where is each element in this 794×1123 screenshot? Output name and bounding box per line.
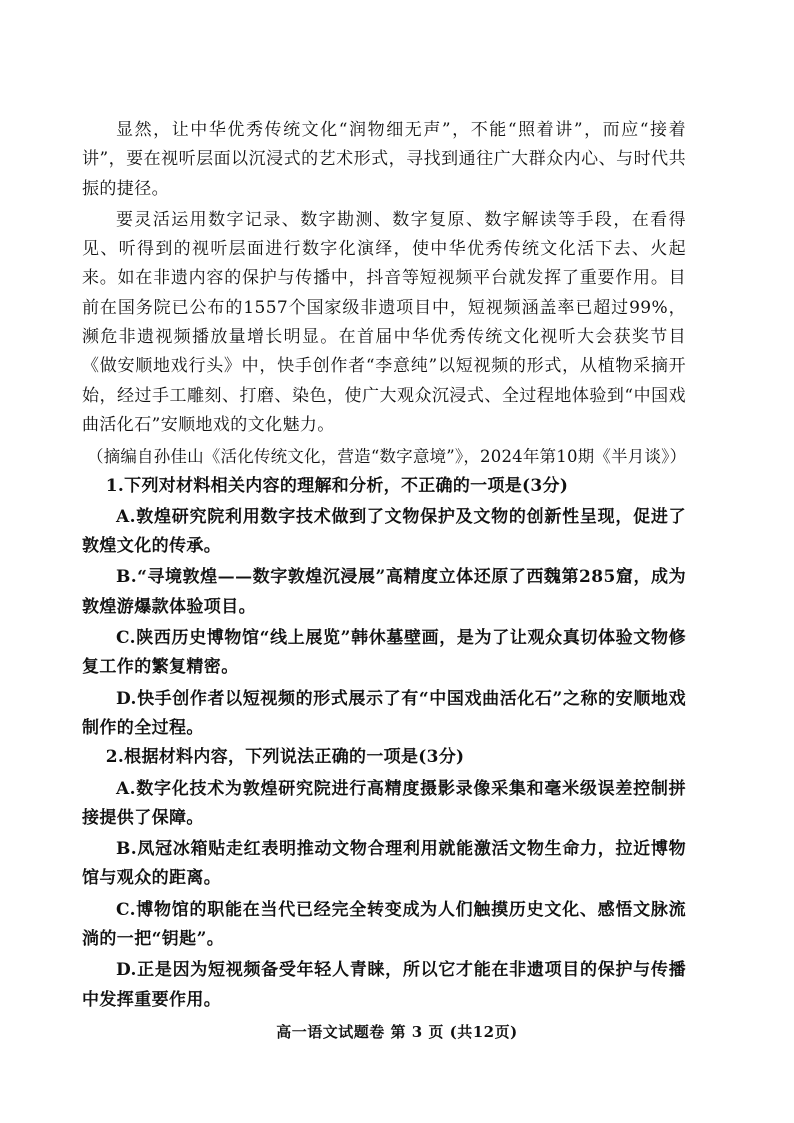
question-1-option-d: D.快手创作者以短视频的形式展示了有“中国戏曲活化石”之称的安顺地戏制作的全过程。 [82, 688, 686, 738]
question-2-option-c: C.博物馆的职能在当代已经完全转变成为人们触摸历史文化、感悟文脉流淌的一把“钥匙”。 [82, 899, 686, 950]
question-2-option-b: B.凤冠冰箱贴走红表明推动文物合理利用就能激活文物生命力，拉近博物馆与观众的距离。 [82, 839, 686, 889]
passage-paragraph-2: 要灵活运用数字记录、数字勘测、数字复原、数字解读等手段，在看得见、听得到的视听层面进行数字化演绎，使中华优秀传统文化活下去、火起来。如在非遗内容的保护与传播中，抖音等短视频平台就发挥了重要作用。目前在国务院已公布的1557个国家级非遗项目中，短视频涵盖率已超过99%，濒危非遗视频播放量增长明显。在首届中华优秀传统文化视听大会获奖节目《做安顺地戏行头》中，快手创作者“李意纯”以短视频的形式，从植物采摘开始，经过手工雕刻、打磨、染色，使广大观众沉浸式、全过程地体验到“中国戏曲活化石”安顺地戏的文化魅力。 [82, 209, 686, 435]
question-2 [82, 743, 686, 1015]
question-2-option-a: A.数字化技术为敦煌研究院进行高精度摄影录像采集和毫米级误差控制拼接提供了保障。 [82, 778, 686, 828]
question-2-option-d: D.正是因为短视频备受年轻人青睐，所以它才能在非遗项目的保护与传播中发挥重要作用。 [82, 960, 686, 1010]
question-1-stem: 1.下列对材料相关内容的理解和分析，不正确的一项是(3分) [105, 475, 569, 496]
question-1 [82, 472, 686, 744]
passage-source: （摘编自孙佳山《活化传统文化，营造“数字意境”》，2024年第10期《半月谈》） [86, 447, 687, 467]
page-content [82, 116, 686, 1015]
question-2-stem: 2.根据材料内容，下列说法正确的一项是(3分) [105, 747, 465, 768]
question-1-option-a: A.敦煌研究院利用数字技术做到了文物保护及文物的创新性呈现，促进了敦煌文化的传承。 [82, 506, 686, 557]
question-1-option-b: B.“寻境敦煌——数字敦煌沉浸展”高精度立体还原了西魏第285窟，成为敦煌游爆款体验项目。 [82, 567, 686, 617]
passage-paragraph-1: 显然，让中华优秀传统文化“润物细无声”，不能“照着讲”，而应“接着讲”，要在视听层面以沉浸式的艺术形式，寻找到通往广大群众内心、与时代共振的捷径。 [82, 120, 686, 199]
question-1-option-c: C.陕西历史博物馆“线上展览”韩休墓壁画，是为了让观众真切体验文物修复工作的繁复精密。 [82, 628, 686, 678]
page-footer: 高一语文试题卷 第 3 页 (共12页) [276, 1023, 518, 1041]
